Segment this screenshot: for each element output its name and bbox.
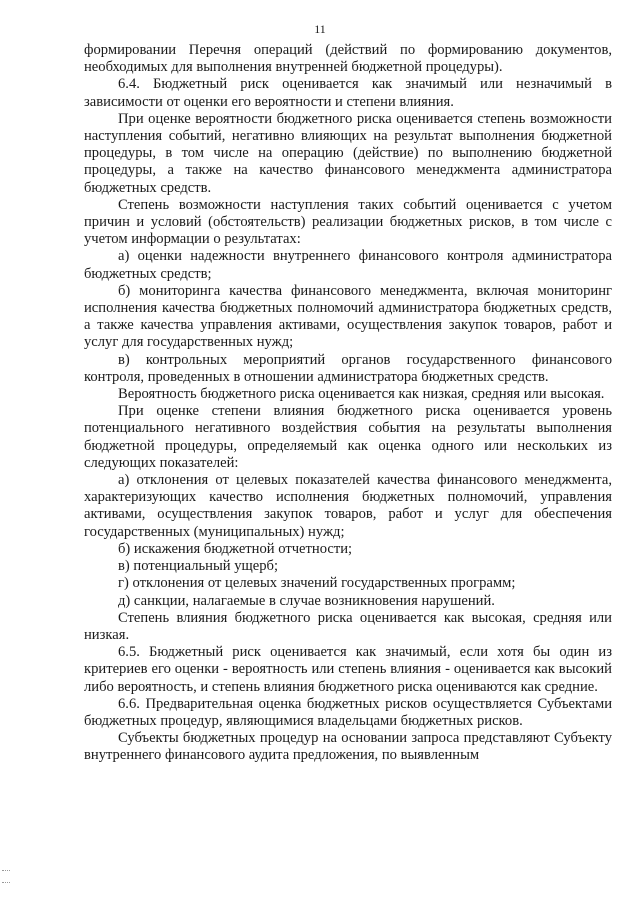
paragraph-6-6: 6.6. Предварительная оценка бюджетных рисков осуществляется Субъектами бюджетных процедур, являющимися владельцами бюджетных рисков. <box>84 695 612 729</box>
list-item-a-reliability: а) оценки надежности внутреннего финансового контроля администратора бюджетных средств; <box>84 248 612 282</box>
scan-artifact <box>2 870 10 872</box>
list-item-b-distortion: б) искажения бюджетной отчетности; <box>118 540 353 557</box>
list-item-v-damage: в) потенциальный ущерб; <box>118 558 279 575</box>
paragraph-event-likelihood: Степень возможности наступления таких событий оценивается с учетом причин и условий (обстоятельств) реализации бюджетных рисков, в том числе с учетом информации о результатах: <box>84 196 612 248</box>
paragraph-impact-levels: Степень влияния бюджетного риска оценивается как высокая, средняя или низкая. <box>84 609 612 643</box>
list-item-a-deviations: а) отклонения от целевых показателей качества финансового менеджмента, характеризующих качество исполнения бюджетных полномочий, управления активами, осуществления закупок товаров, работ и услуг для обеспечения государственных (муниципальных) нужд; <box>84 472 612 540</box>
paragraph-6-4: 6.4. Бюджетный риск оценивается как значимый или незначимый в зависимости от оценки его вероятности и степени влияния. <box>84 76 612 110</box>
list-item-g-program-deviations: г) отклонения от целевых значений государственных программ; <box>118 575 516 592</box>
paragraph-subjects-proposals: Субъекты бюджетных процедур на основании запроса представляют Субъекту внутреннего финансового аудита предложения, по выявленным <box>84 730 612 764</box>
list-item-v-control-measures: в) контрольных мероприятий органов государственного финансового контроля, проведенных в отношении администратора бюджетных средств. <box>84 351 612 385</box>
paragraph-impact-assessment: При оценке степени влияния бюджетного риска оценивается уровень потенциального негативного воздействия события на результаты выполнения бюджетной процедуры, определяемый как оценка одного или нескольких из следующих показателей: <box>84 403 612 471</box>
paragraph-probability-assessment: При оценке вероятности бюджетного риска оценивается степень возможности наступления событий, негативно влияющих на результат выполнения бюджетной процедуры, в том числе на операцию (действие) по выполнению бюджетной процедуры, а также на качество финансового менеджмента администратора бюджетных средств. <box>84 110 612 196</box>
paragraph-probability-levels: Вероятность бюджетного риска оценивается как низкая, средняя или высокая. <box>118 386 605 403</box>
document-body <box>84 42 612 765</box>
paragraph-continuation: формировании Перечня операций (действий по формированию документов, необходимых для выполнения внутренней бюджетной процедуры). <box>84 42 612 76</box>
list-item-d-sanctions: д) санкции, налагаемые в случае возникновения нарушений. <box>118 592 495 609</box>
paragraph-6-5: 6.5. Бюджетный риск оценивается как значимый, если хотя бы один из критериев его оценки - вероятность или степень влияния - оценивается как высокий либо вероятность, и степень влияния бюджетного риска оцениваются как средние. <box>84 644 612 695</box>
list-item-b-monitoring: б) мониторинга качества финансового менеджмента, включая мониторинг исполнения качества бюджетных полномочий администратора бюджетных средств, а также качества управления активами, осуществления закупок товаров, работ и услуг для государственных нужд; <box>84 282 612 351</box>
scan-artifact <box>2 882 10 884</box>
page-number: 11 <box>314 22 326 36</box>
